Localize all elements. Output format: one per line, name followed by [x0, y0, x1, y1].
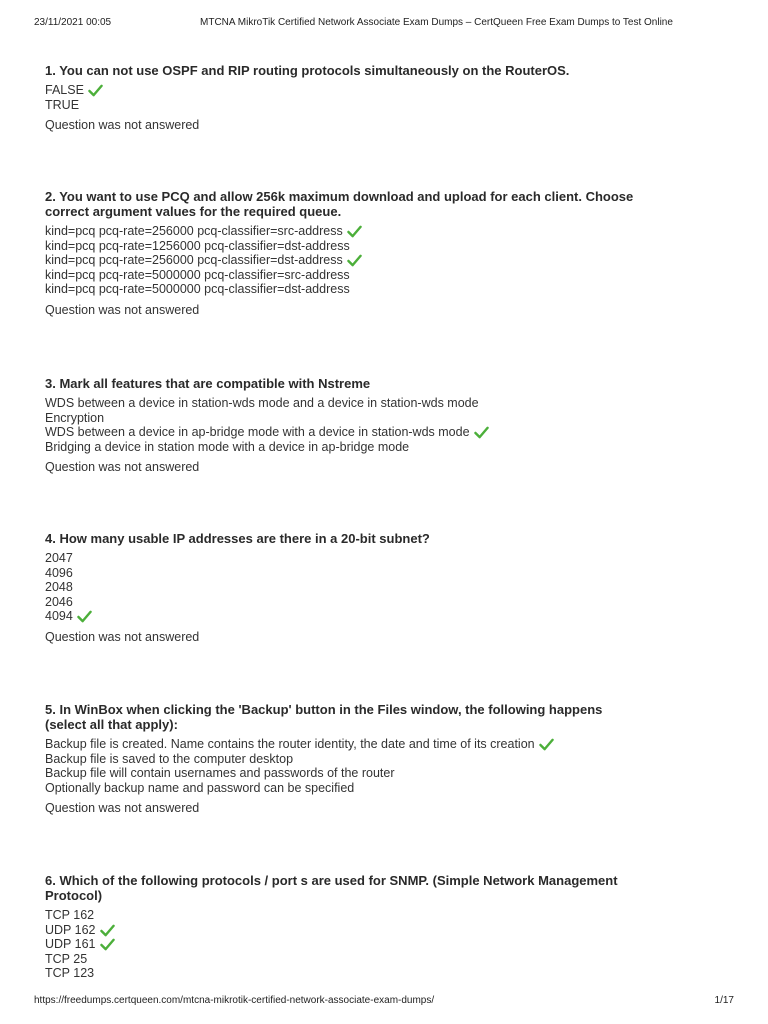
answer-option-text: 4096 — [45, 565, 73, 580]
footer-url[interactable]: https://freedumps.certqueen.com/mtcna-mikrotik-certified-network-associate-exam-dumps/ — [34, 995, 435, 1006]
check-mark-icon — [347, 225, 362, 238]
check-mark-icon — [100, 938, 115, 951]
answer-option-text: Optionally backup name and password can be specified — [45, 780, 355, 795]
answer-option-text: TCP 162 — [45, 908, 95, 922]
answer-option — [45, 425, 645, 440]
answer-status: Question was not answered — [45, 801, 200, 815]
answer-option-text: Backup file is created. Name contains the router identity, the date and time of its creation — [45, 737, 535, 751]
answer-option-text: TCP 123 — [45, 966, 95, 980]
answer-option-text: UDP 162 — [45, 922, 96, 937]
answer-option — [45, 737, 645, 752]
answer-option — [45, 766, 645, 781]
answer-option-text: FALSE — [45, 83, 84, 97]
answer-option — [45, 781, 645, 796]
check-mark-icon — [347, 254, 362, 267]
answer-option — [45, 396, 645, 411]
answer-status: Question was not answered — [45, 460, 200, 474]
answer-option-text: 4094 — [45, 609, 73, 623]
answer-option — [45, 609, 645, 624]
answer-option — [45, 595, 645, 610]
answer-option-text: kind=pcq pcq-rate=256000 pcq-classifier=dst-address — [45, 253, 343, 267]
check-mark-icon — [100, 924, 115, 937]
answer-option-text: Bridging a device in station mode with a device in ap-bridge mode — [45, 439, 410, 454]
question-title: 2. You want to use PCQ and allow 256k maximum download and upload for each client. Choose correct argument values for the required queue. — [45, 189, 634, 219]
answer-option — [45, 580, 645, 595]
answer-status: Question was not answered — [45, 629, 200, 644]
check-mark-icon — [77, 610, 92, 623]
question-block — [45, 376, 645, 475]
answer-option-text: Encryption — [45, 410, 105, 425]
question-block — [45, 873, 645, 981]
answer-option — [45, 253, 645, 268]
answer-option — [45, 566, 645, 581]
page-number: 1/17 — [714, 995, 734, 1006]
answer-option — [45, 937, 645, 952]
question-title: 5. In WinBox when clicking the 'Backup' button in the Files window, the following happens (select all that apply): — [45, 702, 603, 732]
answer-option-text: UDP 161 — [45, 937, 96, 951]
check-mark-icon — [474, 426, 489, 439]
answer-option — [45, 224, 645, 239]
answer-option-text: Backup file will contain usernames and passwords of the router — [45, 766, 395, 780]
question-block — [45, 702, 645, 816]
answer-option-text: kind=pcq pcq-rate=256000 pcq-classifier=src-address — [45, 224, 343, 238]
answer-option — [45, 752, 645, 767]
answer-option — [45, 923, 645, 938]
question-block — [45, 531, 645, 644]
answer-option — [45, 952, 645, 967]
check-mark-icon — [539, 738, 554, 751]
answer-option-text: kind=pcq pcq-rate=5000000 pcq-classifier=dst-address — [45, 282, 350, 296]
answer-option — [45, 282, 645, 297]
answer-option — [45, 268, 645, 283]
question-block — [45, 189, 645, 317]
check-mark-icon — [88, 84, 103, 97]
answer-option — [45, 83, 645, 98]
answer-option-text: TRUE — [45, 97, 80, 112]
answer-option-text: 2046 — [45, 594, 73, 609]
header-title: MTCNA MikroTik Certified Network Associate Exam Dumps – CertQueen Free Exam Dumps to Test Online — [200, 17, 673, 28]
answer-option-text: 2047 — [45, 551, 73, 565]
question-title: 1. You can not use OSPF and RIP routing protocols simultaneously on the RouterOS. — [45, 63, 570, 78]
answer-option — [45, 966, 645, 981]
question-block — [45, 63, 645, 133]
answer-option — [45, 551, 645, 566]
answer-option — [45, 908, 645, 923]
question-title: 3. Mark all features that are compatible with Nstreme — [45, 376, 371, 391]
answer-option-text: WDS between a device in station-wds mode and a device in station-wds mode — [45, 396, 479, 410]
answer-option-text: TCP 25 — [45, 951, 88, 966]
answer-option-text: kind=pcq pcq-rate=1256000 pcq-classifier=dst-address — [45, 238, 350, 253]
answer-option — [45, 239, 645, 254]
answer-option — [45, 98, 645, 113]
answer-status: Question was not answered — [45, 118, 200, 132]
header-datetime: 23/11/2021 00:05 — [34, 17, 112, 28]
answer-option — [45, 440, 645, 455]
question-title: 6. Which of the following protocols / port s are used for SNMP. (Simple Network Management Protocol) — [45, 873, 618, 903]
answer-option — [45, 411, 645, 426]
answer-option-text: kind=pcq pcq-rate=5000000 pcq-classifier=src-address — [45, 267, 350, 282]
question-title: 4. How many usable IP addresses are there in a 20-bit subnet? — [45, 531, 430, 546]
answer-option-text: WDS between a device in ap-bridge mode with a device in station-wds mode — [45, 425, 470, 439]
answer-option-text: Backup file is saved to the computer desktop — [45, 751, 294, 766]
answer-status: Question was not answered — [45, 302, 200, 317]
answer-option-text: 2048 — [45, 580, 73, 594]
